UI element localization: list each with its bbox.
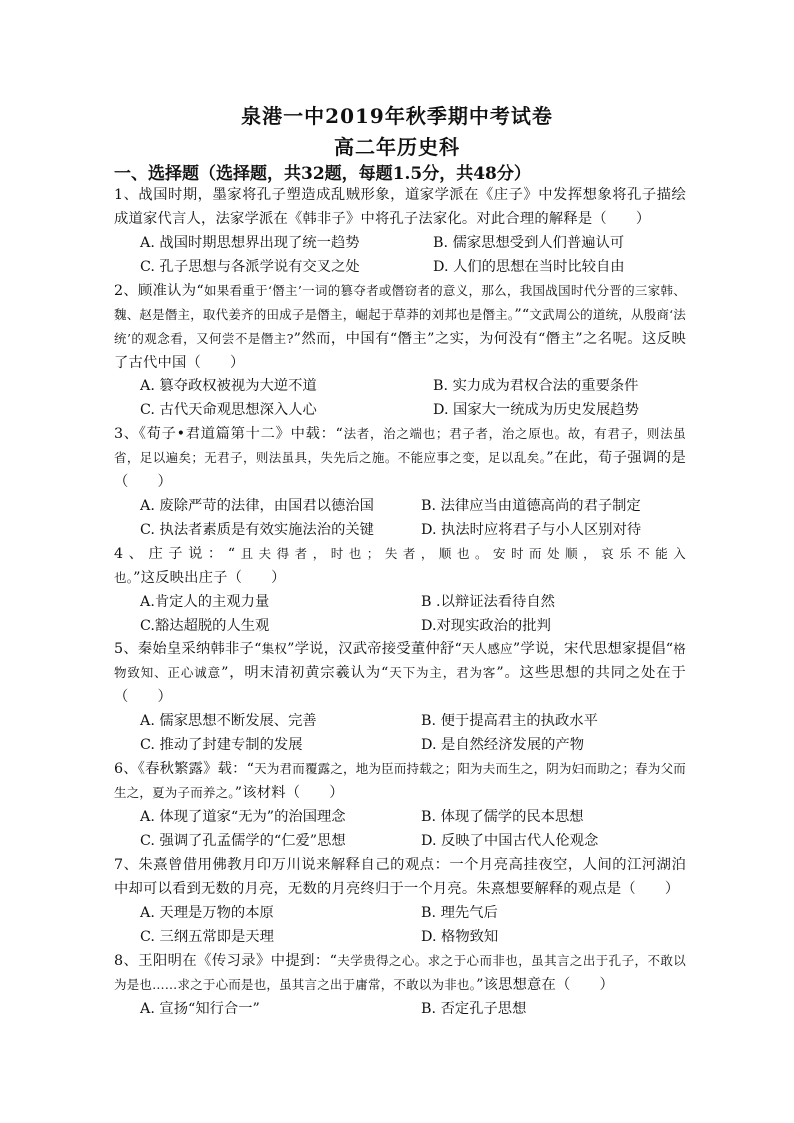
q5-text: ”学说，汉武帝接受董仲舒“: [287, 641, 462, 657]
q8-text: ”该思想意在（ ）: [476, 977, 615, 993]
q2-text: ”然而，中国有“僭主”之实，为何没有“僭主”之名呢。这反映了古代中国（ ）: [114, 331, 686, 371]
q6-option-c: C. 强调了孔孟儒学的“仁爱”思想: [140, 833, 346, 849]
question-4: [114, 542, 686, 590]
q4-quote: 且夫得者，时也；失者，顺也。安时而处顺，哀乐不能入也。: [114, 546, 686, 585]
q4-option-a: A.肯定人的主观力量: [140, 594, 270, 610]
q4-text: 4、庄子说：“: [114, 546, 236, 562]
section-heading: 一、选择题（选择题，共32题，每题1.5分，共48分）: [114, 164, 531, 184]
q8-option-b: B. 否定孔子思想: [421, 1001, 527, 1017]
q8-text: 8、王阳明在《传习录》中提到：“: [114, 953, 338, 969]
q4-option-d: D.对现实政治的批判: [421, 618, 551, 634]
q5-text: ”，明末清初黄宗羲认为“: [221, 665, 389, 681]
q6-option-d: D. 反映了中国古代人伦观念: [421, 833, 599, 849]
q6-text: 6、《春秋繁露》载：“: [114, 761, 255, 777]
q4-text: ”这反映出庄子（ ）: [133, 570, 286, 586]
q3-option-a: A. 废除严苛的法律，由国君以德治国: [140, 498, 374, 514]
question-7: 7、朱熹曾借用佛教月印万川说来解释自己的观点：一个月亮高挂夜空，人间的江河湖泊中却可以看到无数的月亮，无数的月亮终归于一个月亮。朱熹想要解释的观点是（ ）: [114, 857, 686, 897]
q1-option-a: A. 战国时期思想界出现了统一趋势: [140, 235, 360, 251]
q1-option-c: C. 孔子思想与各派学说有交叉之处: [140, 259, 360, 275]
q3-text: ”在此，荀子强调的是（ ）: [114, 450, 686, 490]
q6-option-a: A. 体现了道家“无为”的治国理念: [140, 809, 346, 825]
q2-quote: 文武周公的道统，从殷商‘法统’的观念看，又何尝不是僭主?: [114, 307, 687, 346]
q6-quote: 天为君而覆露之，地为臣而持载之；阳为夫而生之，阴为妇而助之；春为父而生之，夏为子而养之。: [114, 761, 686, 800]
q6-text: ”该材料（ ）: [234, 785, 344, 801]
q8-option-a: A. 宣扬“知行合一”: [140, 1001, 260, 1017]
question-2: [114, 279, 686, 375]
q3-text: 3、《荀子•君道篇第十二》中载：“: [114, 426, 344, 442]
q2-quote: 如果看重于‘僭主’一词的篡夺者或僭窃者的意义，那么，我国战国时代分晋的三家韩、魏、赵是僭主，取代姜齐的田成子是僭主，崛起于草莽的刘邦也是僭主。: [114, 283, 686, 322]
q2-option-a: A. 篡夺政权被视为大逆不道: [140, 378, 317, 394]
question-8: [114, 949, 686, 997]
q4-option-c: C.豁达超脱的人生观: [140, 618, 270, 634]
q7-option-c: C. 三纲五常即是天理: [140, 929, 274, 945]
q1-option-b: B. 儒家思想受到人们普遍认可: [433, 235, 625, 251]
q7-option-d: D. 格物致知: [421, 929, 499, 945]
q5-text: 5、秦始皇采纳韩非子“: [114, 641, 262, 657]
q5-quote: 天下为主，君为客: [388, 665, 497, 680]
q5-quote: 天人感应: [461, 641, 513, 656]
q6-option-b: B. 体现了儒学的民本思想: [421, 809, 584, 825]
q5-option-b: B. 便于提高君主的执政水平: [421, 713, 598, 729]
q5-option-d: D. 是自然经济发展的产物: [421, 737, 585, 753]
q1-option-d: D. 人们的思想在当时比较自由: [433, 259, 625, 275]
q7-option-a: A. 天理是万物的本原: [140, 905, 274, 921]
q2-option-b: B. 实力成为君权合法的重要条件: [433, 378, 639, 394]
q2-option-c: C. 古代天命观思想深入人心: [140, 402, 317, 418]
q3-option-c: C. 执法者素质是有效实施法治的关键: [140, 522, 374, 538]
q3-option-b: B. 法律应当由道德高尚的君子制定: [421, 498, 641, 514]
q3-quote: 法者，治之端也；君子者，治之原也。故，有君子，则法虽省，足以遍矣；无君子，则法虽具，失先后之施。不能应事之变，足以乱矣。: [114, 426, 686, 465]
q5-quote: 格物致知、正心诚意: [114, 641, 686, 680]
q4-option-b: B .以辩证法看待自然: [421, 594, 555, 610]
question-1: 1、战国时期，墨家将孔子塑造成乱贼形象，道家学派在《庄子》中发挥想象将孔子描绘成道家代言人，法家学派在《韩非子》中将孔子法家化。对此合理的解释是（ ）: [114, 187, 686, 227]
exam-title: 泉港一中2019年秋季期中考试卷: [241, 104, 553, 128]
q2-option-d: D. 国家大一统成为历史发展趋势: [433, 402, 639, 418]
q5-quote: 集权: [261, 641, 288, 656]
question-6: [114, 757, 686, 805]
question-3: [114, 422, 686, 494]
q2-text: 2、顾准认为“: [114, 283, 204, 299]
q7-option-b: B. 理先气后: [421, 905, 498, 921]
q8-quote: 夫学贵得之心。求之于心而非也，虽其言之出于孔子，不敢以为是也……求之于心而是也，虽其言之出于庸常，不敢以为非也。: [114, 953, 686, 992]
q5-text: ”。这些思想的共同之处在于（ ）: [114, 665, 686, 705]
q3-option-d: D. 执法时应将君子与小人区别对待: [421, 522, 642, 538]
q5-text: ”学说，宋代思想家提倡“: [512, 641, 674, 657]
q5-option-a: A. 儒家思想不断发展、完善: [140, 713, 317, 729]
q2-text: ”“: [514, 307, 530, 323]
question-5: [114, 637, 686, 709]
exam-subject: 高二年历史科: [334, 135, 460, 159]
q5-option-c: C. 推动了封建专制的发展: [140, 737, 303, 753]
